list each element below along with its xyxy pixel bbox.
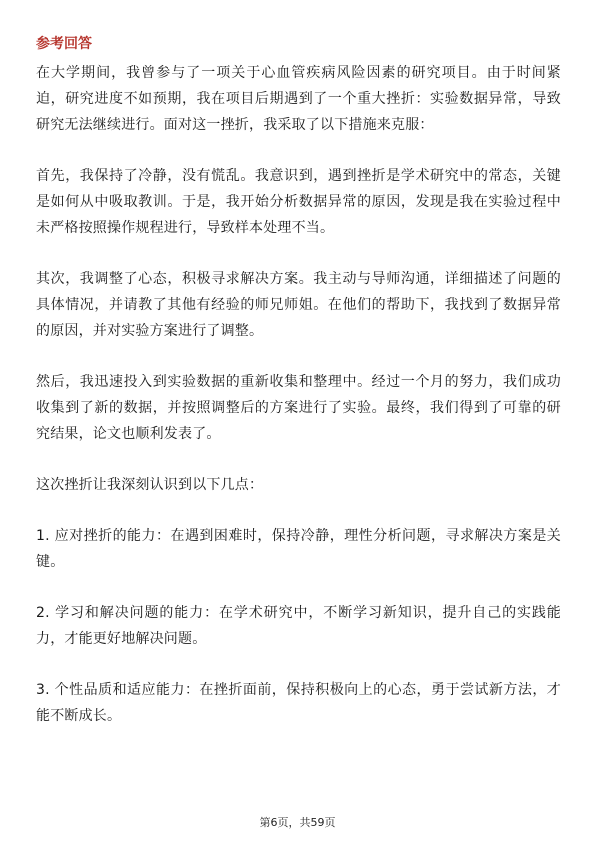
paragraph-lessons-intro: 这次挫折让我深刻认识到以下几点： — [36, 477, 264, 493]
lesson-item-3: 3. 个性品质和适应能力：在挫折面前，保持积极向上的心态，勇于尝试新方法，才能不断成长。 — [36, 682, 561, 724]
answer-heading: 参考回答 — [36, 36, 92, 52]
paragraph-first: 首先，我保持了冷静，没有慌乱。我意识到，遇到挫折是学术研究中的常态，关键是如何从中吸取教训。于是，我开始分析数据异常的原因，发现是我在实验过程中未严格按照操作规程进行，导致样本处理不当。 — [36, 168, 561, 236]
page-number: 第6页，共59页 — [259, 816, 336, 829]
answer-body — [36, 60, 561, 754]
lesson-item-1: 1. 应对挫折的能力：在遇到困难时，保持冷静，理性分析问题，寻求解决方案是关键。 — [36, 528, 561, 570]
lesson-item-2: 2. 学习和解决问题的能力：在学术研究中，不断学习新知识，提升自己的实践能力，才能更好地解决问题。 — [36, 605, 561, 647]
paragraph-then: 然后，我迅速投入到实验数据的重新收集和整理中。经过一个月的努力，我们成功收集到了新的数据，并按照调整后的方案进行了实验。最终，我们得到了可靠的研究结果，论文也顺利发表了。 — [36, 374, 561, 442]
paragraph-second: 其次，我调整了心态，积极寻求解决方案。我主动与导师沟通，详细描述了问题的具体情况，并请教了其他有经验的师兄师姐。在他们的帮助下，我找到了数据异常的原因，并对实验方案进行了调整。 — [36, 271, 561, 339]
paragraph-intro: 在大学期间，我曾参与了一项关于心血管疾病风险因素的研究项目。由于时间紧迫，研究进度不如预期，我在项目后期遇到了一个重大挫折：实验数据异常，导致研究无法继续进行。面对这一挫折，我采取了以下措施来克服： — [36, 65, 561, 133]
